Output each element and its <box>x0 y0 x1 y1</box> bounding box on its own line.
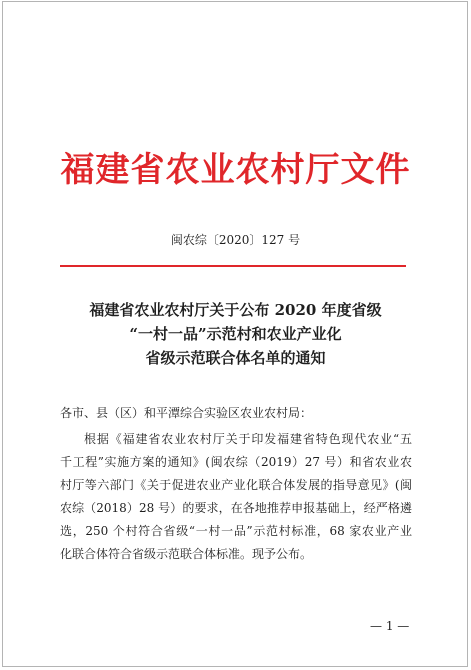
document-header-title: 福建省农业农村厅文件 <box>60 150 411 190</box>
body-line: 农综（2018）28 号）的要求，在各地推荐申报基础上，经严格遴 <box>60 501 412 515</box>
body-line: 千工程”实施方案的通知》(闽农综（2019）27 号）和省农业农 <box>60 455 412 469</box>
notice-title-line-3: 省级示范联合体名单的通知 <box>145 349 326 367</box>
notice-title-line-1: 福建省农业农村厅关于公布 2020 年度省级 <box>89 301 382 319</box>
body-paragraph <box>60 428 412 566</box>
body-line: 根据《福建省农业农村厅关于印发福建省特色现代农业“五 <box>84 432 412 446</box>
body-line: 选，250 个村符合省级“一村一品”示范村标准，68 家农业产业 <box>60 524 412 538</box>
body-line: 村厅等六部门《关于促进农业产业化联合体发展的指导意见》(闽 <box>60 478 412 492</box>
notice-title-line-2: “一村一品”示范村和农业产业化 <box>129 325 342 343</box>
addressee: 各市、县（区）和平潭综合实验区农业农村局： <box>60 406 313 420</box>
document-number: 闽农综〔2020〕127 号 <box>170 233 301 247</box>
body-line: 化联合体符合省级示范联合体标准。现予公布。 <box>60 547 313 561</box>
red-separator-line <box>60 265 406 267</box>
notice-title <box>0 298 471 370</box>
page-number: — 1 — <box>370 619 410 633</box>
